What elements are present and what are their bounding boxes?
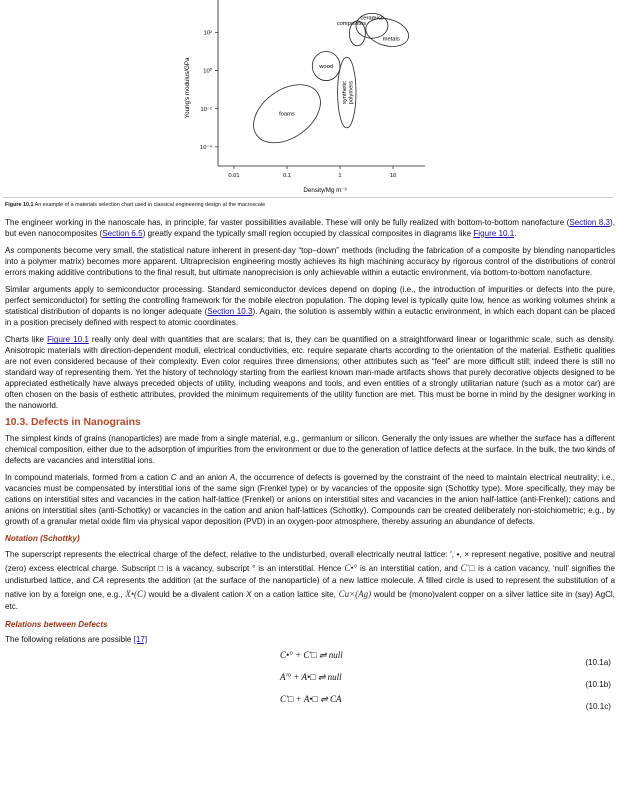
equation-number: (10.1b) [585, 680, 611, 690]
text: Charts like [5, 335, 48, 345]
math-divalent-cation: X•(C) [125, 588, 146, 599]
text: would be a divalent cation [145, 589, 247, 599]
x-tick-label: 1 [338, 173, 342, 179]
equation-body: C′□ + A•□ ⇌ CA [280, 694, 342, 705]
figure-10-1 [0, 0, 617, 212]
link-figure-10-1[interactable]: Figure 10.1 [473, 228, 515, 238]
equation-number: (10.1a) [585, 658, 611, 668]
text: on a cation lattice site, [251, 589, 339, 599]
equation-10-1a [5, 648, 615, 670]
equation-body: C•° + C′□ ⇌ null [280, 650, 343, 661]
text: The superscript represents the electrical charge of the defect, relative to the undisturbed, overall electrically neutral lattice: ′, •, × represent negative, positive and neutral (zero) excess electrical charge. Subscript □ is a vacancy, subscript ° is an interstitial. Hence [5, 549, 615, 573]
paragraph-5: The simplest kinds of grains (nanoparticles) are made from a single material, e.g., germanium or silicon. Generally the only issues are whether the surface has a different chemical composition, either due to the adsorption of impurities from the environment or due to the generation of lattice defects at the surface. In the bulk, the two kinds of defects are vacancies and interstitial ions. [5, 433, 615, 465]
link-reference-17[interactable]: [17] [133, 635, 148, 645]
article-body [5, 218, 615, 714]
y-tick-label: 10⁻² [200, 106, 212, 113]
figure-caption [5, 202, 265, 208]
paragraph-7 [5, 549, 615, 614]
text: ). Again, the solution is assembly within a eutactic environment, in which each dopant can be placed in a position precisely defined with respect to atomic coordinates. [5, 307, 616, 328]
symbol-x: X [246, 589, 252, 599]
equation-lhs: A′° + A•□ [280, 672, 316, 683]
y-axis-label: Young's modulus/GPa [184, 57, 191, 119]
subheading-notation: Notation (Schottky) [5, 534, 80, 543]
equation-lhs: C′□ + A•□ [280, 694, 318, 705]
link-section-8-3[interactable]: Section 8.3 [569, 218, 611, 227]
region-label: wood [319, 64, 334, 71]
x-axis-label: Density/Mg m⁻³ [303, 187, 347, 194]
link-section-6-5[interactable]: Section 6.5 [102, 228, 143, 238]
paragraph-8 [5, 635, 615, 646]
text: is a cation vacancy, ‘null’ signifies the undisturbed lattice, and [5, 563, 615, 586]
y-tick-label: 10⁰ [203, 68, 212, 75]
paragraph-2: As components become very small, the statistical nature inherent in present-day “top–down” methods (including the fabrication of a composite by blending nanoparticles into a polymer matrix) becomes more apparent. Ultraprecision engineering mostly achieves its high machining accuracy by rigorous control of the distributions of control errors making additive contributions to the final result, but ultimate nanoprecision is only achievable within a eutactic environment, via bottom-to-bottom nanofacture. [5, 246, 615, 278]
paragraph-1 [5, 218, 615, 240]
x-tick-label: 0.01 [228, 173, 240, 179]
caption-label: Figure 10.1 [5, 202, 34, 208]
symbol-anion: A [229, 473, 236, 483]
region-label: composites [336, 20, 367, 27]
paragraph-6 [5, 473, 615, 528]
text: In compound materials, formed from a cation [5, 473, 171, 483]
region-label: metals [382, 36, 400, 43]
text: The following relations are possible [5, 635, 134, 645]
symbol-cation: C [170, 473, 177, 483]
subheading-relations: Relations between Defects [5, 620, 108, 630]
equation-rhs: null [328, 650, 343, 661]
x-tick-label: 10 [389, 173, 397, 179]
equation-number: (10.1c) [585, 702, 611, 712]
text: is an interstitial cation, and [357, 563, 461, 573]
math-copper-substitution: Cu×(Ag) [338, 588, 372, 599]
text: Similar arguments apply to semiconductor processing. Standard semiconductor devices depend on doping (i.e., the introduction of impurities or defects into the pure, perfect semiconductor) for setting the controlling framework for the mobile electron population. The doping level is typically quite low, hence as working volumes shrink a statistical distribution of dopants is no longer adequate ( [5, 285, 615, 317]
text: ) greatly expand the typically small region occupied by classical composites in diagrams like [142, 228, 474, 238]
equation-rhs: null [327, 672, 342, 683]
materials-selection-chart [0, 0, 617, 200]
y-tick-label: 10² [203, 30, 212, 37]
math-interstitial-cation: C•° [344, 562, 358, 573]
link-figure-10-1[interactable]: Figure 10.1 [47, 335, 89, 345]
region-label: ceramics [360, 15, 384, 22]
symbol-ca: CA [92, 576, 105, 586]
text: ), but even nanocomposites ( [5, 218, 615, 238]
text: The engineer working in the nanoscale has, in principle, far vaster possibilities available. These will only be fully realized with bottom-to-bottom nanofacture ( [5, 218, 570, 227]
equation-10-1b [5, 670, 615, 692]
region-label: syntheticpolymers [341, 80, 355, 105]
equation-body: A′° + A•□ ⇌ null [280, 672, 342, 683]
region-label: foams [279, 111, 295, 118]
x-tick-label: 0.1 [282, 173, 292, 179]
text: really only deal with quantities that are scalars; that is, they can be quantified on a straightforward linear or logarithmic scale, such as density. Anisotropic materials with direction-dependent moduli, electrical conductivities, etc. require separate charts according to the orientation of the material. Esthetic qualities are not even considered because of their complexity. Even color requires three dimensions; other attributes such as “feel” are more difficult still; indeed there is still no standard way of representing them. Yet the history of technology starting from the earliest known man-made artifacts shows that purely decorative objects designed to be appreciated esthetically have always preceded objects of utility, including weapons and tools, and even entities of a strongly utilitarian nature (such as a motor car) are often chosen on the basis of esthetic attributes, provided the minimum requirements of the utility function are met. This must be borne in mind by the designer working in the nanoworld. [5, 335, 615, 410]
text: would be (mono)valent copper on a silver lattice site in (say) AgCl, etc. [5, 589, 615, 612]
text: . [514, 228, 517, 238]
paragraph-4 [5, 335, 615, 411]
text: represents the addition (at the surface of the nanoparticle) of a new lattice molecule. A filled circle is used to represent the substitution of a native ion by a foreign one, e.g., [5, 576, 615, 599]
equation-10-1c [5, 692, 615, 714]
text: , the occurrence of defects is governed by the constraint of the need to maintain electrical neutrality; i.e., vacancies must be compensated by interstitial ions of the same sign (Frenkel type) or by vacancies of the opposite sign (Schottky type). More specifically, they may be cations on interstitial sites and vacancies in the cation half-lattice (Frenkel) or anions on interstitial sites and vacancies in the anion half-lattice (anti-Frenkel); cations and anions on interstitial sites (anti-Schottky) or vacancies in the cation and anion half-lattices (Schottky). Compounds can be created deliberately non-stoichiometric; e.g., by growth of a granular metal oxide film via physical vapor deposition (PVD) in an oxygen-poor atmosphere, thereby assuring an abundance of defects. [5, 473, 615, 526]
math-cation-vacancy: C′□ [460, 562, 476, 573]
text: and an anion [176, 473, 230, 483]
equation-lhs: C•° + C′□ [280, 650, 317, 661]
y-tick-label: 10⁻⁴ [200, 144, 212, 151]
equation-rhs: CA [329, 694, 342, 705]
paragraph-3 [5, 285, 615, 329]
section-heading-defects: 10.3. Defects in Nanograins [5, 417, 141, 429]
link-section-10-3[interactable]: Section 10.3 [207, 307, 253, 317]
caption-text: An example of a materials selection chart used in classical engineering design at the macroscale [33, 202, 266, 208]
